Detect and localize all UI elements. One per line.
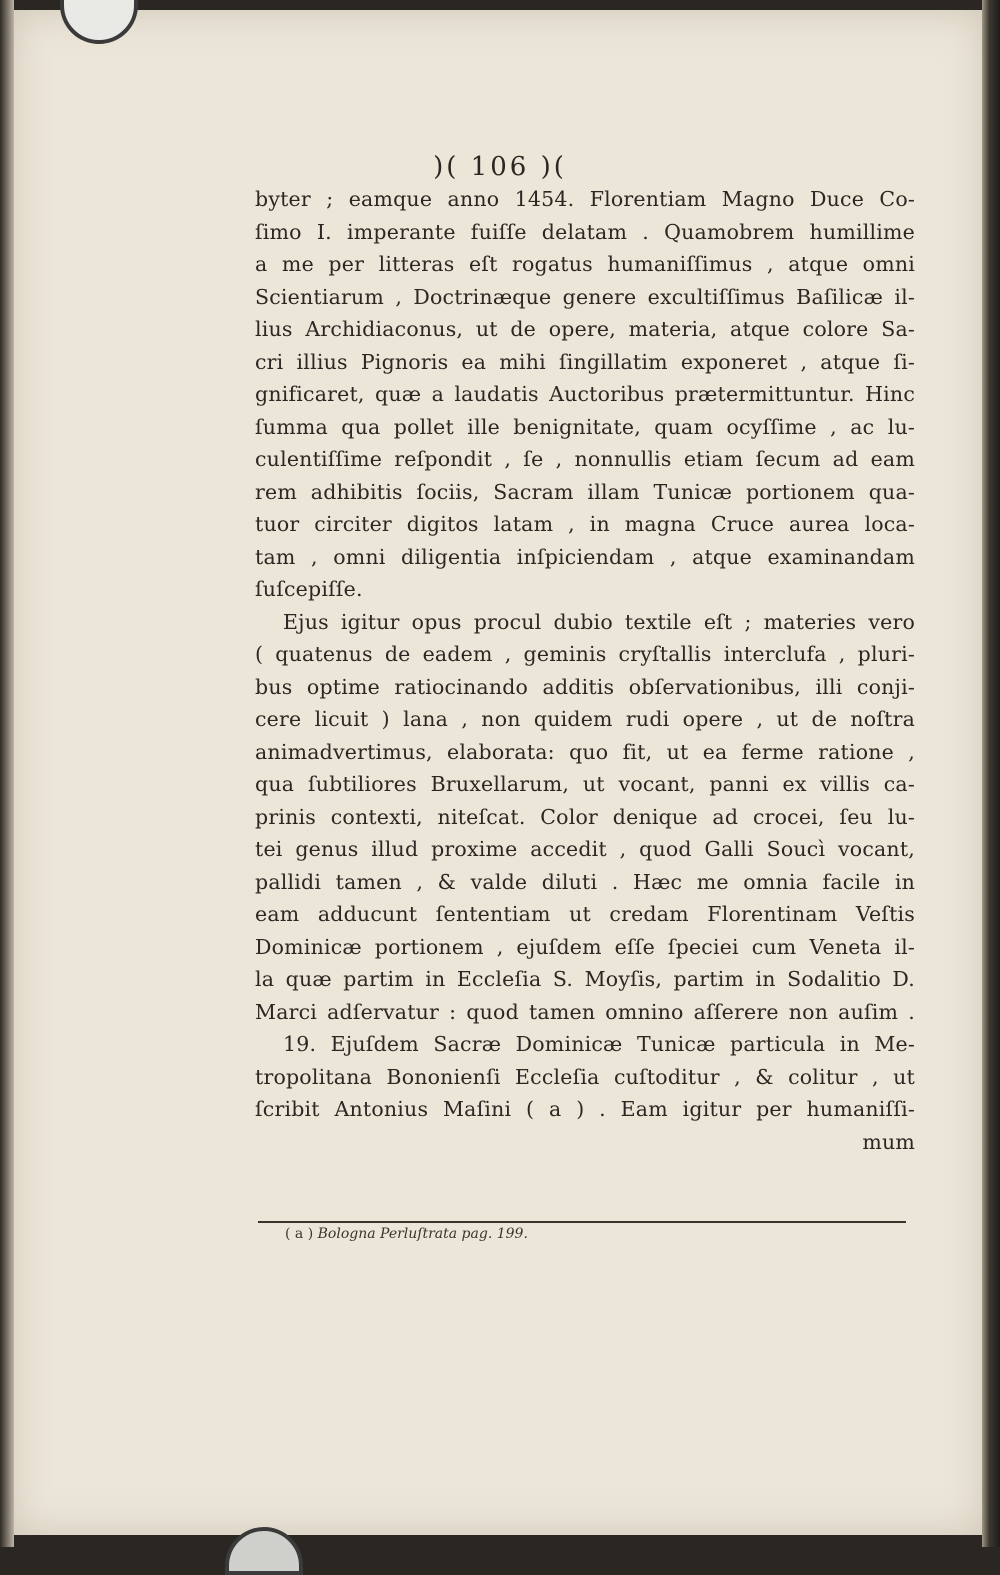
text-line: tropolitana Bononienſi Eccleſia cuſtoditur , & colitur , ut	[255, 1064, 915, 1089]
footnote-mark: ( a )	[285, 1226, 314, 1242]
text-line: ſuſcepiſſe.	[255, 577, 363, 601]
text-line: qua ſubtiliores Bruxellarum, ut vocant, panni ex villis ca-	[255, 772, 915, 796]
text-line: gnificaret, quæ a laudatis Auctoribus prætermittuntur. Hinc	[255, 382, 915, 406]
text-line: animadvertimus, elaborata: quo fit, ut ea ferme ratione ,	[255, 739, 915, 764]
text-line: Dominicæ portionem , ejuſdem eſſe ſpeciei cum Veneta il-	[255, 934, 915, 959]
text-line: Scientiarum , Doctrinæque genere excultiſſimus Baſilicæ il-	[255, 284, 915, 309]
right-binding-edge	[982, 0, 1000, 1547]
footnote	[285, 1226, 528, 1242]
text-line: tuor circiter digitos latam , in magna Cruce aurea loca-	[255, 512, 915, 536]
text-line: ſcribit Antonius Maſini ( a ) . Eam igitur per humaniſſi-	[255, 1097, 915, 1121]
page-header-number: )( 106 )(	[433, 152, 567, 182]
text-line: cere licuit ) lana , non quidem rudi opere , ut de noſtra	[255, 707, 915, 731]
text-line: ſimo I. imperante fuiſſe delatam . Quamobrem humillime	[255, 219, 915, 244]
text-line: byter ; eamque anno 1454. Florentiam Magno Duce Co-	[255, 187, 915, 211]
text-line: culentiſſime reſpondit , ſe , nonnullis etiam ſecum ad eam	[255, 447, 915, 471]
text-line: tei genus illud proxime accedit , quod Galli Soucì vocant,	[255, 837, 915, 861]
left-binding-edge	[0, 0, 14, 1547]
footnote-text: Bologna Perluſtrata pag. 199.	[317, 1226, 528, 1242]
text-line: prinis contexti, niteſcat. Color denique ad crocei, ſeu lu-	[255, 804, 915, 829]
text-line: 19. Ejuſdem Sacræ Dominicæ Tunicæ particula in Me-	[283, 1032, 915, 1056]
text-line: tam , omni diligentia inſpiciendam , atque examinandam	[255, 544, 915, 569]
text-line: rem adhibitis ſociis, Sacram illam Tunicæ portionem qua-	[255, 479, 915, 504]
text-line: eam adducunt ſententiam ut credam Florentinam Veſtis	[255, 902, 915, 926]
text-line: ſumma qua pollet ille benignitate, quam ocyſſime , ac lu-	[255, 414, 915, 439]
text-line: Marci adſervatur : quod tamen omnino aſſerere non auſim .	[255, 999, 915, 1024]
text-line: bus optime ratiocinando additis obſervationibus, illi conji-	[255, 674, 915, 699]
footnote-rule	[258, 1221, 906, 1223]
text-line: cri illius Pignoris ea mihi ſingillatim exponeret , atque ſi-	[255, 349, 915, 374]
body-text	[255, 183, 915, 1158]
text-line: la quæ partim in Eccleſia S. Moyſis, partim in Sodalitio D.	[255, 967, 915, 991]
catchword: mum	[862, 1129, 915, 1154]
text-line: pallidi tamen , & valde diluti . Hæc me omnia facile in	[255, 869, 915, 894]
text-line: ( quatenus de eadem , geminis cryſtallis interclufa , pluri-	[255, 642, 915, 666]
text-line: Ejus igitur opus procul dubio textile eſt ; materies vero	[283, 609, 915, 634]
text-line: lius Archidiaconus, ut de opere, materia, atque colore Sa-	[255, 317, 915, 341]
text-line: a me per litteras eſt rogatus humaniſſimus , atque omni	[255, 252, 915, 276]
